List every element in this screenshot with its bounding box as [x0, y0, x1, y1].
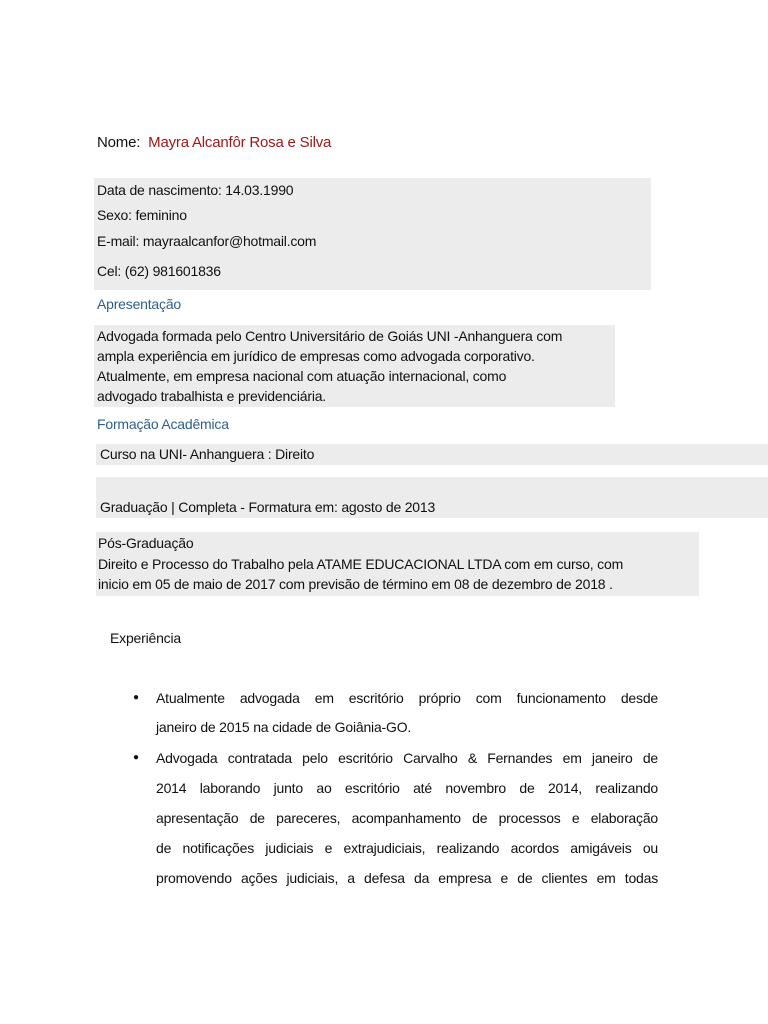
presentation-heading: Apresentação — [97, 296, 181, 312]
postgrad-line: inicio em 05 de maio de 2017 com previsão de término em 08 de dezembro de 2018 . — [98, 576, 613, 592]
education-heading: Formação Acadêmica — [97, 416, 229, 432]
experience-line: janeiro de 2015 na cidade de Goiânia-GO. — [156, 719, 412, 735]
presentation-line: Atualmente, em empresa nacional com atuação internacional, como — [97, 368, 507, 384]
postgrad-line: Direito e Processo do Trabalho pela ATAME EDUCACIONAL LTDA com em curso, com — [98, 556, 624, 572]
bullet-icon: ● — [133, 692, 140, 703]
experience-line: apresentação de pareceres, acompanhamento de processos e elaboração — [156, 810, 658, 826]
email: E-mail: mayraalcanfor@hotmail.com — [97, 233, 317, 249]
bullet-icon: ● — [133, 752, 140, 763]
experience-line: promovendo ações judiciais, a defesa da empresa e de clientes em todas — [156, 870, 658, 886]
experience-line: de notificações judiciais e extrajudiciais, realizando acordos amigáveis ou — [156, 840, 658, 856]
name-label: Nome: — [97, 134, 141, 151]
experience-line: Advogada contratada pelo escritório Carvalho & Fernandes em janeiro de — [156, 750, 658, 766]
experience-line: Atualmente advogada em escritório próprio com funcionamento desde — [156, 690, 658, 706]
presentation-line: ampla experiência em jurídico de empresas como advogada corporativo. — [97, 348, 535, 364]
presentation-line: Advogada formada pelo Centro Universitário de Goiás UNI -Anhanguera com — [97, 328, 563, 344]
name-value: Mayra Alcanfôr Rosa e Silva — [148, 134, 332, 151]
sex: Sexo: feminino — [97, 207, 187, 223]
graduation: Graduação | Completa - Formatura em: agosto de 2013 — [100, 499, 436, 515]
experience-heading: Experiência — [110, 630, 181, 646]
birth-date: Data de nascimento: 14.03.1990 — [97, 182, 294, 198]
name-row — [97, 134, 331, 151]
course: Curso na UNI- Anhanguera : Direito — [100, 446, 315, 462]
experience-line: 2014 laborando junto ao escritório até novembro de 2014, realizando — [156, 780, 658, 796]
phone: Cel: (62) 981601836 — [97, 263, 221, 279]
postgrad-label: Pós-Graduação — [98, 535, 194, 551]
presentation-line: advogado trabalhista e previdenciária. — [97, 388, 326, 404]
